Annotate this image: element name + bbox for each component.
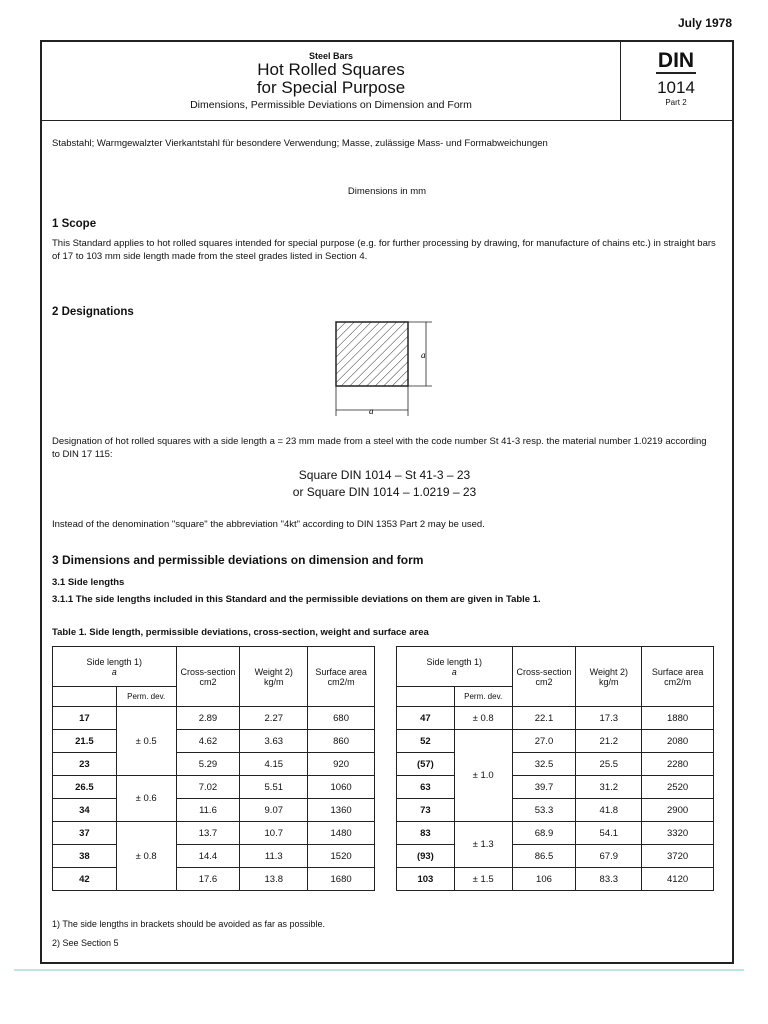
designations-heading: 2 Designations [52,306,134,318]
perm-dev-cell: ± 1.3 [454,822,512,868]
table-row: (93) 86.5 67.9 3720 [397,845,714,868]
din-number: 1014 [657,78,695,97]
header-weight: Weight 2) kg/m [576,647,642,707]
table-row: 21.5 4.62 3.63 860 [53,730,375,753]
table-row: 17 ± 0.5 2.89 2.27 680 [53,707,375,730]
header-cross-section: Cross-section cm2 [176,647,240,707]
designation-note: Instead of the denomination "square" the abbreviation "4kt" according to DIN 1353 Part 2 may be used. [52,519,485,530]
table-row: 26.5 ± 0.6 7.02 5.51 1060 [53,776,375,799]
scan-edge-line [14,969,744,971]
designation-example-2: or Square DIN 1014 – 1.0219 – 23 [292,485,477,499]
din-part: Part 2 [665,98,687,107]
din-label: DIN [657,49,695,72]
section311-text: 3.1.1 The side lengths included in this Standard and the permissible deviations on them are given in Table 1. [52,594,541,605]
perm-dev-cell: ± 0.6 [116,776,176,822]
footnote-1: 1) The side lengths in brackets should be avoided as far as possible. [52,919,325,929]
table-right [396,646,714,891]
table-row: 83 ± 1.3 68.9 54.1 3320 [397,822,714,845]
perm-dev-cell: ± 1.0 [454,730,512,822]
designation-text: Designation of hot rolled squares with a side length a = 23 mm made from a steel with the code number St 41-3 resp. the material number 1.0219 according to DIN 17 115: [52,436,707,460]
table-row: 73 53.3 41.8 2900 [397,799,714,822]
section31-heading: 3.1 Side lengths [52,577,125,588]
header-cross-section: Cross-section cm2 [512,647,576,707]
perm-dev-cell: ± 0.8 [454,707,512,730]
subtitle: Dimensions, Permissible Deviations on Dimension and Form [190,99,472,111]
header-perm-dev: Perm. dev. [454,687,512,707]
header-side-length: Side length 1) a [53,647,177,687]
title-block [42,42,621,120]
footnote-2: 2) See Section 5 [52,938,119,948]
table-row: 103 ± 1.5 106 83.3 4120 [397,868,714,891]
title-line-2: for Special Purpose [256,78,406,97]
supertitle: Steel Bars [308,51,354,61]
header-side-length: Side length 1) a [397,647,513,687]
figure-label-horizontal: a [369,406,374,416]
header-surface-area: Surface area cm2/m [308,647,375,707]
section3-heading: 3 Dimensions and permissible deviations on dimension and form [52,553,424,567]
header-perm-dev: Perm. dev. [116,687,176,707]
table-row: 37 ± 0.8 13.7 10.7 1480 [53,822,375,845]
document-date: July 1978 [677,16,732,30]
perm-dev-cell: ± 0.8 [116,822,176,891]
dimensions-note: Dimensions in mm [347,186,427,197]
designation-example-1: Square DIN 1014 – St 41-3 – 23 [298,468,471,482]
table-row: 23 5.29 4.15 920 [53,753,375,776]
hatched-square [336,322,408,386]
figure-label-vertical: a [421,350,426,360]
header-weight: Weight 2) kg/m [240,647,308,707]
table-row: 47 ± 0.8 22.1 17.3 1880 [397,707,714,730]
table-caption: Table 1. Side length, permissible deviations, cross-section, weight and surface area [52,627,429,638]
german-title: Stabstahl; Warmgewalzter Vierkantstahl für besondere Verwendung; Masse, zulässige Mass- und Formabweichungen [52,138,548,149]
din-block [620,42,732,120]
header-surface-area: Surface area cm2/m [642,647,714,707]
table-row: (57) 32.5 25.5 2280 [397,753,714,776]
document-frame [40,40,734,964]
table-left [52,646,375,891]
perm-dev-cell: ± 1.5 [454,868,512,891]
table-row: 63 39.7 31.2 2520 [397,776,714,799]
table-row: 38 14.4 11.3 1520 [53,845,375,868]
table-row: 34 11.6 9.07 1360 [53,799,375,822]
scope-text: This Standard applies to hot rolled squares intended for special purpose (e.g. for further processing by drawing, for manufacture of chains etc.) in straight bars of 17 to 103 mm side length made from the steel grades listed in Section 4. [52,238,716,262]
scope-heading: 1 Scope [52,218,97,230]
square-figure [326,316,436,420]
table-row: 42 17.6 13.8 1680 [53,868,375,891]
title-line-1: Hot Rolled Squares [257,60,405,79]
table-row: 52 ± 1.0 27.0 21.2 2080 [397,730,714,753]
perm-dev-cell: ± 0.5 [116,707,176,776]
header [42,42,732,121]
